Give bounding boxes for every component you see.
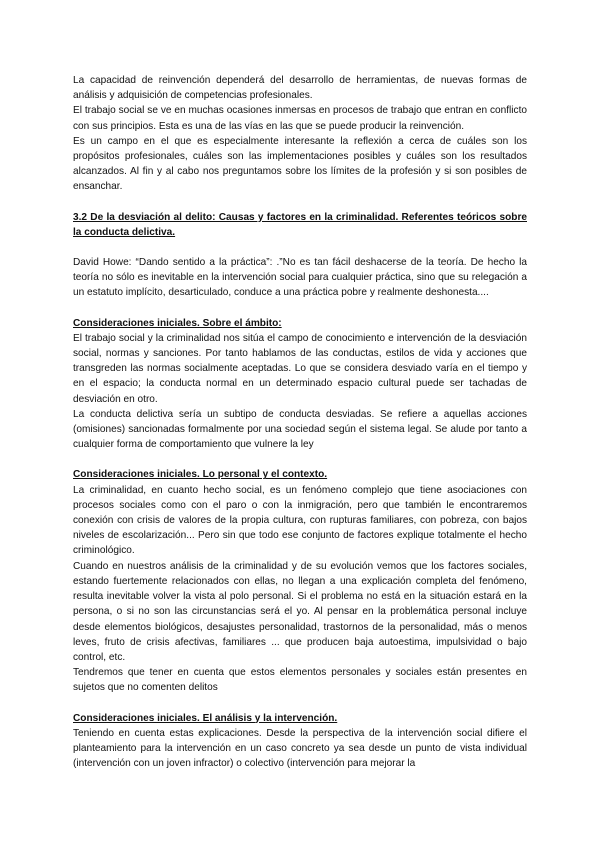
document-body <box>73 73 527 771</box>
intro-paragraph-3: Es un campo en el que es especialmente interesante la reflexión a cerca de cuáles son los propósitos profesionales, cuáles son las implementaciones posibles y cuáles son los resultados alcanzados. Al fin y al cabo nos preguntamos sobre los límites de la profesión y si son posibles de ensanchar. <box>73 135 527 193</box>
personal-paragraph-1: La criminalidad, en cuanto hecho social, es un fenómeno complejo que tiene asociaciones con procesos sociales como con el paro o con la inmigración, pero que también le encontraremos conexión con crisis de valores de la propia cultura, con rupturas familiares, con pobreza, con bajos niveles de escolarización... Pero sin que todo ese conjunto de factores explique totalmente el hecho criminológico. <box>73 484 527 557</box>
spacer <box>73 240 527 255</box>
personal-paragraph-2: Cuando en nuestros análisis de la criminalidad y de su evolución vemos que los factores sociales, estando fuertemente relacionados con ellas, no llegan a una explicación completa del fenómeno, resulta inevitable volver la vista al polo personal. Si el problema no está en la situación estará en la persona, o si no son las circunstancias será el yo. Al pensar en la problemática personal incluye desde elementos biológicos, desajustes personalidad, trastornos de la personalidad, más o menos leves, fruto de crisis afectivas, familiares ... que producen baja autoestima, impulsividad o bajo control, etc. <box>73 560 527 663</box>
spacer <box>73 301 527 316</box>
intro-paragraph-1: La capacidad de reinvención dependerá del desarrollo de herramientas, de nuevas formas de análisis y adquisición de competencias profesionales. <box>73 75 527 102</box>
analisis-heading: Consideraciones iniciales. El análisis y la intervención. <box>73 712 338 724</box>
spacer <box>73 195 527 210</box>
spacer <box>73 696 527 711</box>
personal-paragraph-3: Tendremos que tener en cuenta que estos elementos personales y sociales están presentes en sujetos que no comenten delitos <box>73 667 527 694</box>
section-3-2-heading: 3.2 De la desviación al delito: Causas y factores en la criminalidad. Referentes teóricos sobre la conducta delictiva. <box>73 211 527 238</box>
analisis-paragraph-1: Teniendo en cuenta estas explicaciones. Desde la perspectiva de la intervención social difiere el planteamiento para la intervención en un caso concreto ya sea desde un punto de vista individual (intervención con un joven infractor) o colectivo (intervención para mejorar la <box>73 727 527 770</box>
howe-quote: David Howe: “Dando sentido a la práctica”: .”No es tan fácil deshacerse de la teoría. De hecho la teoría no sólo es inevitable en la intervención social para cualquier práctica, sino que su relegación a un estatuto implícito, desarticulado, conduce a una práctica pobre y realmente deshonesta.... <box>73 257 527 299</box>
ambito-heading: Consideraciones iniciales. Sobre el ámbito: <box>73 317 282 329</box>
ambito-paragraph-1: El trabajo social y la criminalidad nos sitúa el campo de conocimiento e intervención de la desviación social, normas y sanciones. Por tanto hablamos de las conductas, estilos de vida y acciones que transgreden las normas socialmente aceptadas. Lo que se considera desviado varía en el tiempo y en el espacio; la conducta normal en un determinado espacio cultural puede ser tachadas de desviación en otro. <box>73 332 527 405</box>
ambito-paragraph-2: La conducta delictiva sería un subtipo de conducta desviadas. Se refiere a aquellas acciones (omisiones) sancionadas formalmente por una sociedad según el sistema legal. Se alude por tanto a cualquier forma de comportamiento que vulnere la ley <box>73 408 527 451</box>
intro-paragraph-2: El trabajo social se ve en muchas ocasiones inmersas en procesos de trabajo que entran en conflicto con sus principios. Esta es una de las vías en las que se puede producir la reinvención. <box>73 105 527 132</box>
spacer <box>73 452 527 467</box>
personal-heading: Consideraciones iniciales. Lo personal y el contexto. <box>73 469 328 481</box>
